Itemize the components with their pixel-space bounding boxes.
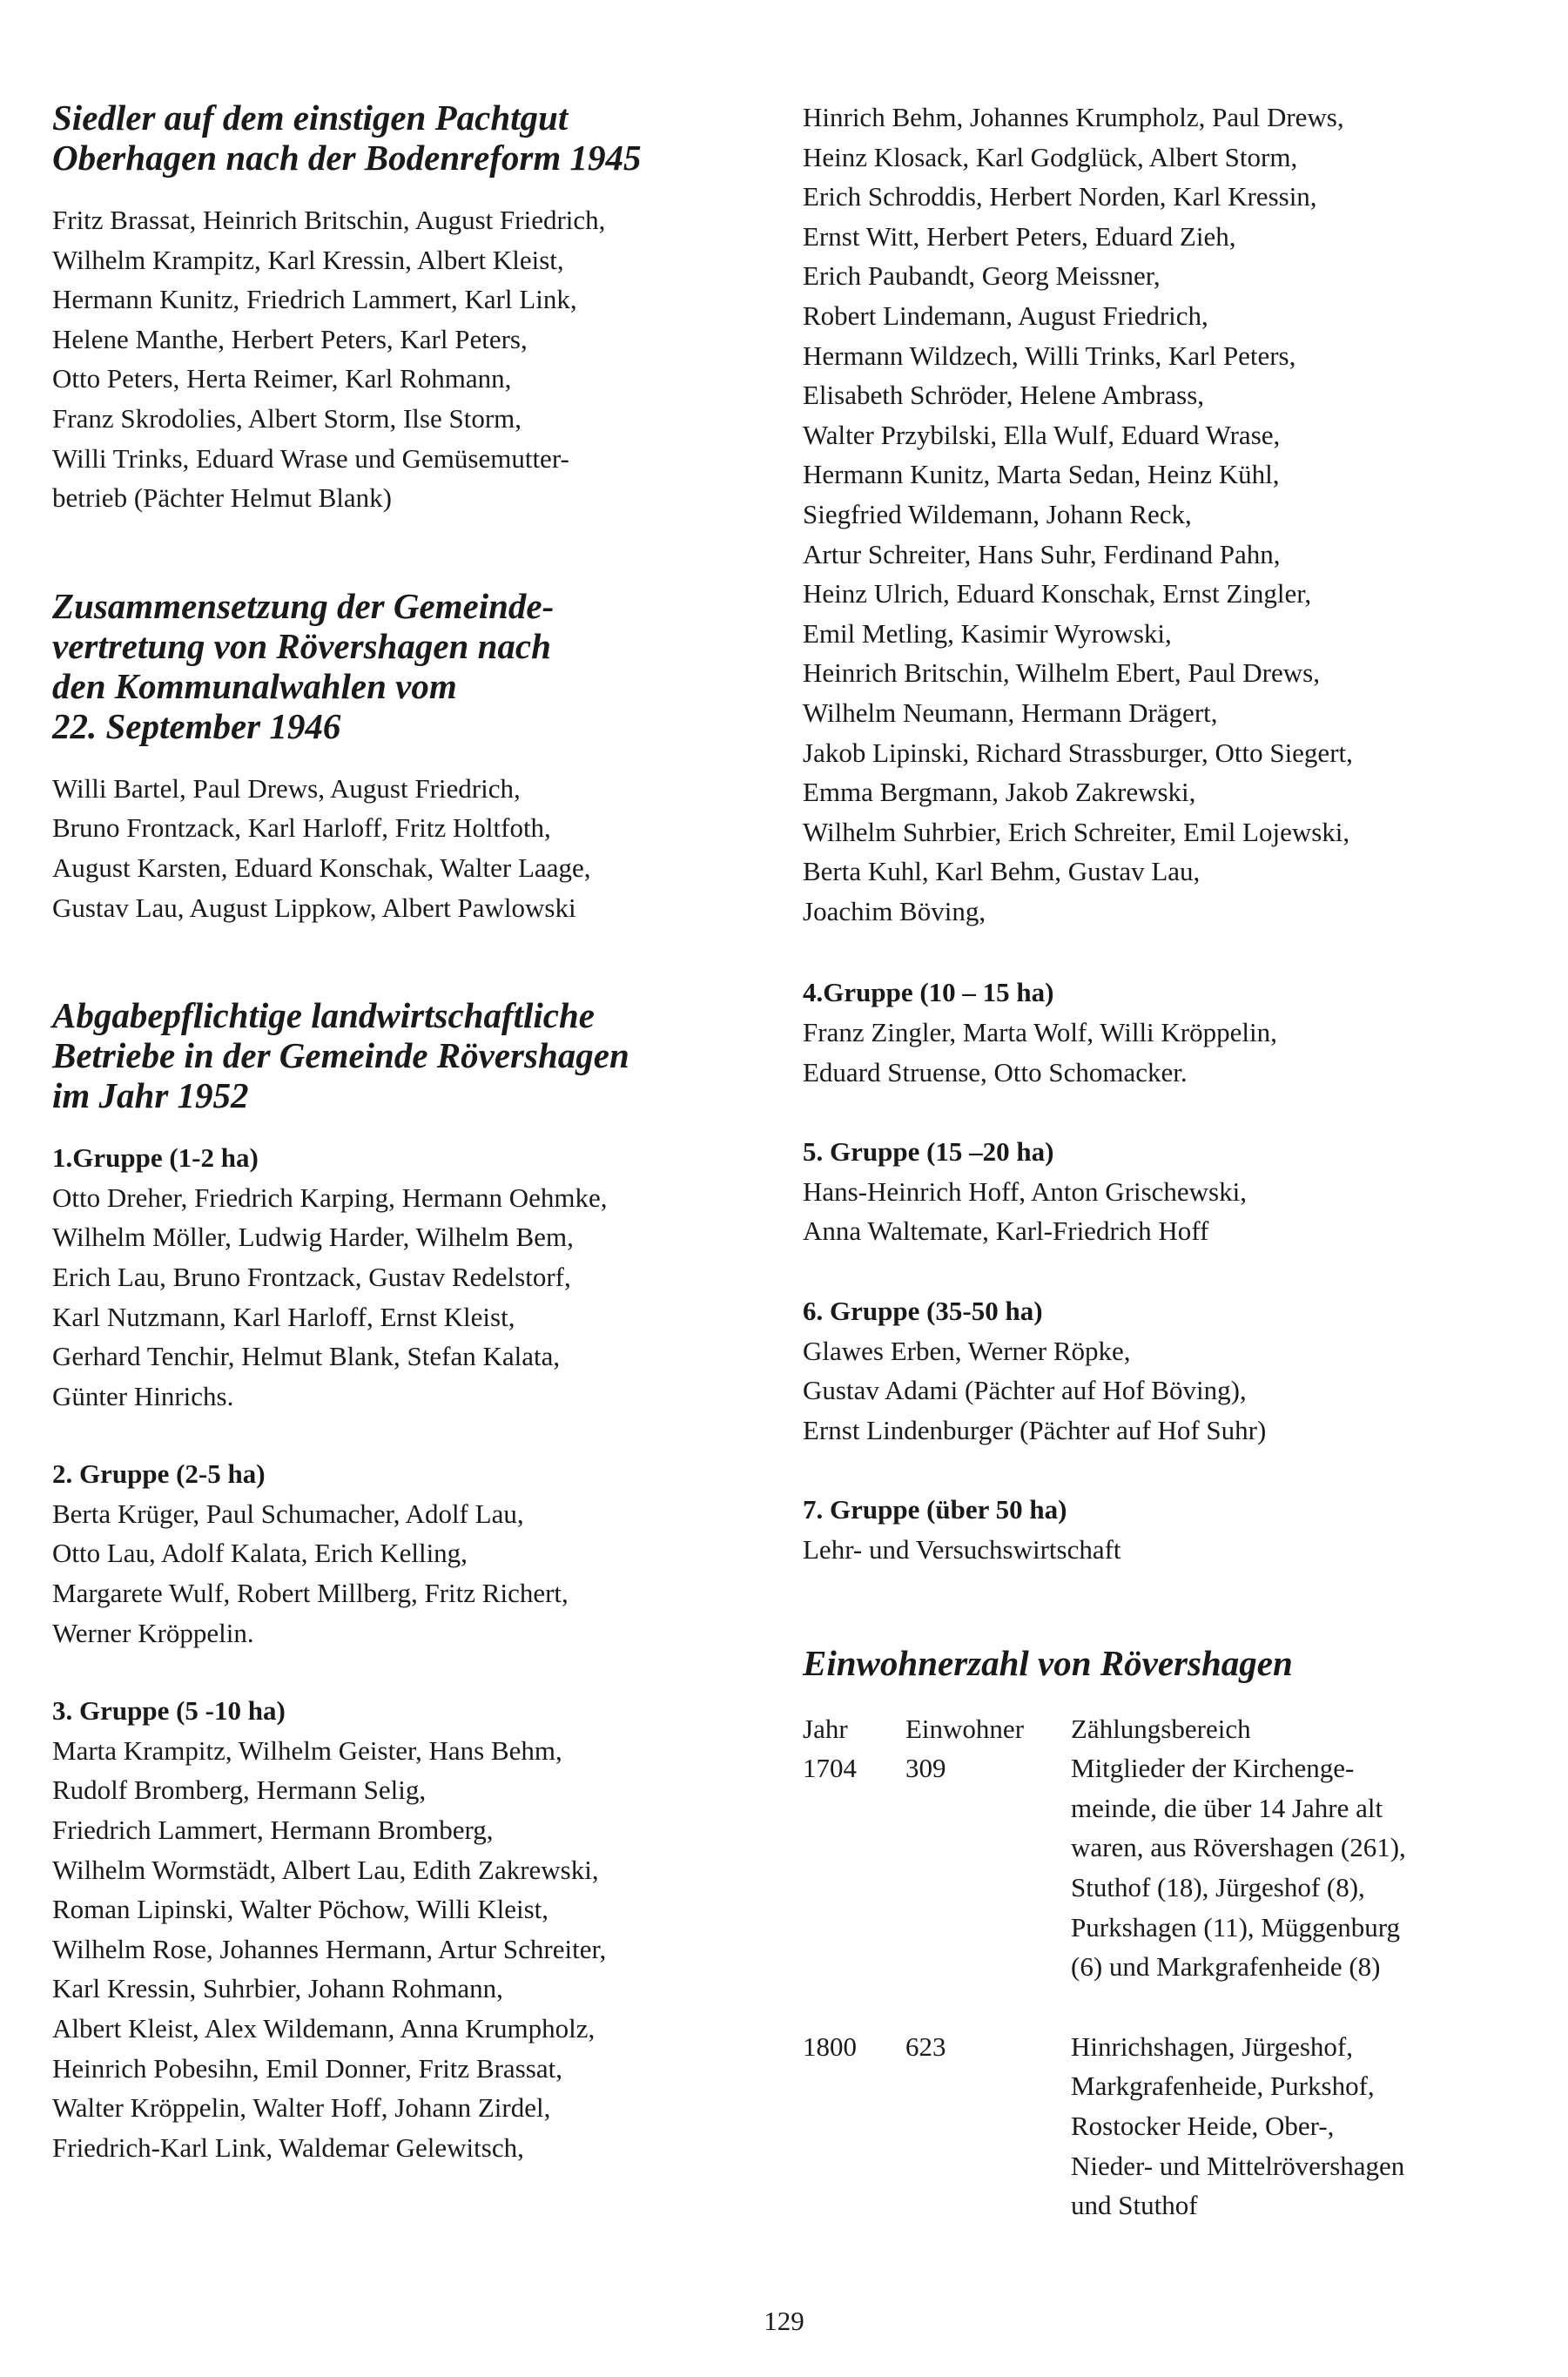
group-5-title: 5. Gruppe (15 –20 ha) (803, 1136, 1054, 1168)
right-column (803, 98, 1525, 2225)
row-1800-year: 1800 (803, 2030, 857, 2062)
left-column (52, 98, 766, 2167)
population-table-header (803, 1709, 1506, 1749)
group-3-continued (803, 98, 1525, 931)
heading-population: Einwohnerzahl von Rövershagen (803, 1642, 1293, 1683)
group-6-title: 6. Gruppe (35-50 ha) (803, 1296, 1043, 1327)
section-settlers-1945 (52, 98, 766, 518)
group-7 (803, 1490, 1525, 1569)
heading-council-line2: vertretung von Rövershagen nach (52, 625, 551, 666)
group-1-title: 1.Gruppe (1-2 ha) (52, 1142, 259, 1174)
group-5-names: Hans-Heinrich Hoff, Anton Grischewski, Anna Waltemate, Karl-Friedrich Hoff (803, 1175, 1247, 1247)
group-5 (803, 1132, 1525, 1251)
group-2-title: 2. Gruppe (2-5 ha) (52, 1458, 266, 1490)
group-4-names: Franz Zingler, Marta Wolf, Willi Kröppelin, Eduard Struense, Otto Schomacker. (803, 1017, 1277, 1087)
group-3-names: Marta Krampitz, Wilhelm Geister, Hans Behm, Rudolf Bromberg, Hermann Selig, Friedrich Lammert, Hermann Bromberg, Wilhelm Wormstädt, Albert Lau, Edith Zakrewski, Roman Lipinski, Walter Pöchow, Willi Kleist, Wilhelm Rose, Johannes Hermann, Artur Schreiter, Karl Kressin, Suhrbier, Johann Rohmann, Albert Kleist, Alex Wildemann, Anna Krumpholz, Heinrich Pobesihn, Emil Donner, Fritz Brassat, Walter Kröppelin, Walter Hoff, Johann Zirdel, Friedrich-Karl Link, Waldemar Gelewitsch, (52, 1734, 607, 2163)
heading-council-line4: 22. September 1946 (52, 705, 341, 746)
section-population (803, 1643, 1525, 2225)
population-table (803, 1709, 1506, 2225)
group-7-title: 7. Gruppe (über 50 ha) (803, 1494, 1067, 1525)
group-2-names: Berta Krüger, Paul Schumacher, Adolf Lau, Otto Lau, Adolf Kalata, Erich Kelling, Margarete Wulf, Robert Millberg, Fritz Richert, Werner Kröppelin. (52, 1498, 569, 1648)
heading-settlers-line1: Siedler auf dem einstigen Pachtgut (52, 98, 569, 138)
page-number: 129 (764, 2306, 804, 2336)
heading-farms-line2: Betriebe in der Gemeinde Rövershagen (52, 1035, 629, 1076)
group-4-title: 4.Gruppe (10 – 15 ha) (803, 977, 1054, 1008)
header-inhabitants: Einwohner (905, 1713, 1025, 1744)
group-3-title: 3. Gruppe (5 -10 ha) (52, 1695, 286, 1727)
council-names: Willi Bartel, Paul Drews, August Friedrich, Bruno Frontzack, Karl Harloff, Fritz Holtfoth, August Karsten, Eduard Konschak, Walter Laage, Gustav Lau, August Lippkow, Albert Pawlowski (52, 772, 591, 923)
heading-council-line1: Zusammensetzung der Gemeinde- (52, 585, 555, 626)
heading-council (52, 586, 766, 746)
row-1704-area: Mitglieder der Kirchenge- meinde, die über 14 Jahre alt waren, aus Rövershagen (261), Stuthof (18), Jürgeshof (8), Purkshagen (11), Müggenburg (6) und Markgrafenheide (8) (1071, 1753, 1406, 1983)
group-1-names: Otto Dreher, Friedrich Karping, Hermann Oehmke, Wilhelm Möller, Ludwig Harder, Wilhelm Bem, Erich Lau, Bruno Frontzack, Gustav Redelstorf, Karl Nutzmann, Karl Harloff, Ernst Kleist, Gerhard Tenchir, Helmut Blank, Stefan Kalata, Günter Hinrichs. (52, 1182, 608, 1411)
group-3-names-continued: Hinrich Behm, Johannes Krumpholz, Paul Drews, Heinz Klosack, Karl Godglück, Albert Storm, Erich Schroddis, Herbert Norden, Karl Kressin, Ernst Witt, Herbert Peters, Eduard Zieh, Erich Paubandt, Georg Meissner, Robert Lindemann, August Friedrich, Hermann Wildzech, Willi Trinks, Karl Peters, Elisabeth Schröder, Helene Ambrass, Walter Przybilski, Ella Wulf, Eduard Wrase, Hermann Kunitz, Marta Sedan, Heinz Kühl, Siegfried Wildemann, Johann Reck, Artur Schreiter, Hans Suhr, Ferdinand Pahn, Heinz Ulrich, Eduard Konschak, Ernst Zingler, Emil Metling, Kasimir Wyrowski, Heinrich Britschin, Wilhelm Ebert, Paul Drews, Wilhelm Neumann, Hermann Drägert, Jakob Lipinski, Richard Strassburger, Otto Siegert, Emma Bergmann, Jakob Zakrewski, Wilhelm Suhrbier, Erich Schreiter, Emil Lojewski, Berta Kuhl, Karl Behm, Gustav Lau, Joachim Böving, (803, 102, 1353, 926)
heading-settlers (52, 98, 766, 178)
group-3 (52, 1691, 766, 2167)
row-1800-area: Hinrichshagen, Jürgeshof, Markgrafenheide, Purkshof, Rostocker Heide, Ober-, Nieder- und Mittelrövershagen und Stuthof (1071, 2030, 1405, 2221)
table-row (803, 2027, 1506, 2225)
group-2 (52, 1454, 766, 1653)
heading-farms (52, 995, 766, 1115)
row-1800-inhabitants: 623 (905, 2030, 946, 2062)
heading-council-line3: den Kommunalwahlen vom (52, 665, 457, 706)
row-1704-inhabitants: 309 (905, 1753, 946, 1784)
row-1704-year: 1704 (803, 1753, 857, 1784)
heading-settlers-line2: Oberhagen nach der Bodenreform 1945 (52, 138, 642, 178)
header-census-area: Zählungsbereich (1071, 1713, 1251, 1744)
group-1 (52, 1138, 766, 1416)
section-council-1946 (52, 586, 766, 927)
table-row (803, 1748, 1506, 2027)
section-farms-1952 (52, 995, 766, 2167)
group-6 (803, 1291, 1525, 1450)
group-7-names: Lehr- und Versuchswirtschaft (803, 1534, 1121, 1565)
settlers-names: Fritz Brassat, Heinrich Britschin, August Friedrich, Wilhelm Krampitz, Karl Kressin, Albert Kleist, Hermann Kunitz, Friedrich Lammert, Karl Link, Helene Manthe, Herbert Peters, Karl Peters, Otto Peters, Herta Reimer, Karl Rohmann, Franz Skrodolies, Albert Storm, Ilse Storm, Willi Trinks, Eduard Wrase und Gemüsemutter- betrieb (Pächter Helmut Blank) (52, 205, 606, 514)
heading-farms-line3: im Jahr 1952 (52, 1075, 249, 1116)
group-6-names: Glawes Erben, Werner Röpke, Gustav Adami (Pächter auf Hof Böving), Ernst Lindenburger (Pächter auf Hof Suhr) (803, 1335, 1267, 1445)
group-4 (803, 973, 1525, 1092)
heading-farms-line1: Abgabepflichtige landwirtschaftliche (52, 995, 595, 1036)
header-year: Jahr (803, 1713, 848, 1744)
